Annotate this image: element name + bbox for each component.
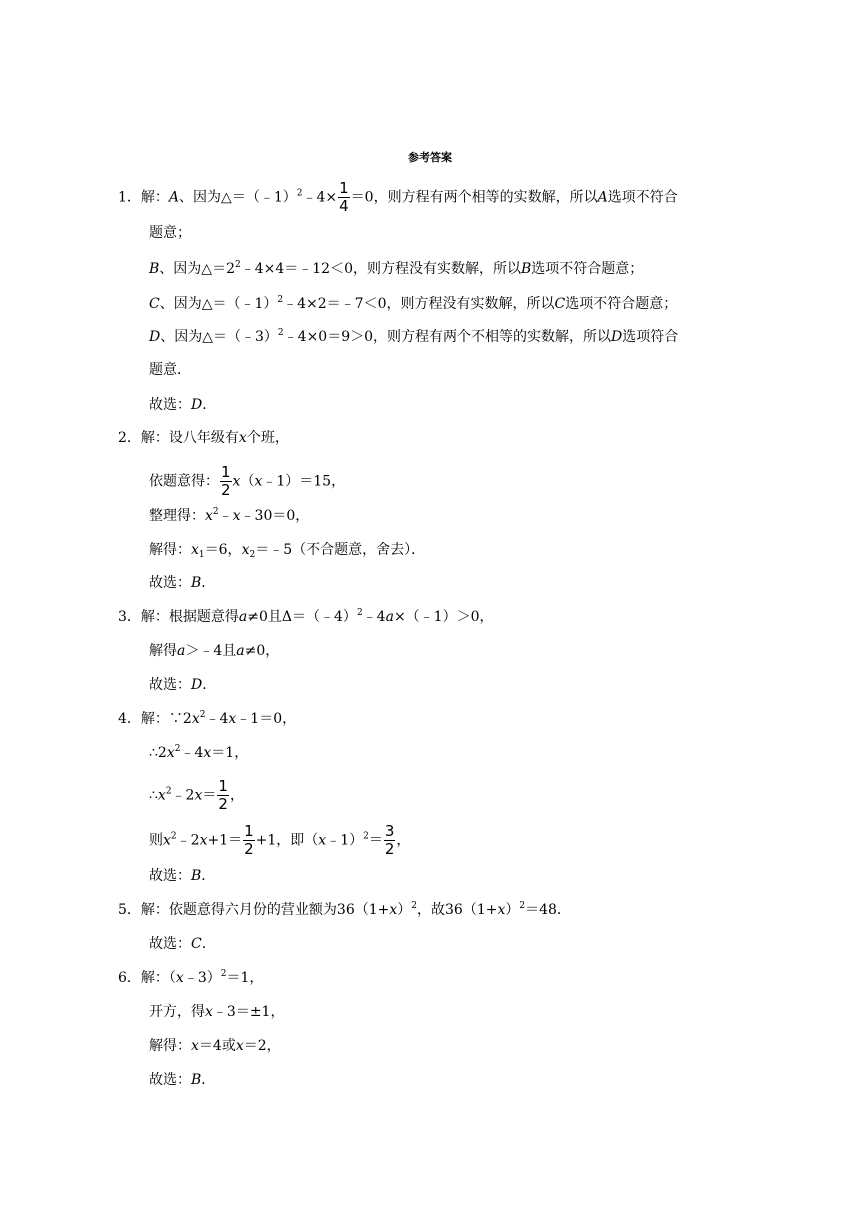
- page-title: 参考答案: [408, 151, 452, 164]
- var: A: [168, 189, 180, 206]
- text: ﹣3＝±1，: [212, 1004, 285, 1020]
- var: x: [175, 970, 184, 986]
- var: a: [385, 609, 394, 625]
- text: ﹣1）: [326, 832, 364, 849]
- var: A: [597, 189, 608, 206]
- text: ﹣4: [205, 711, 229, 727]
- denominator: 4: [339, 197, 349, 215]
- var: x: [205, 508, 213, 524]
- q1-number: 1．: [118, 189, 141, 206]
- q4-line-1: [118, 709, 296, 729]
- text: +1，即（: [255, 832, 319, 849]
- var: B: [520, 261, 532, 277]
- text: ﹣1＝0，: [236, 711, 297, 727]
- exponent: 2: [519, 901, 526, 911]
- text: 选项符合: [622, 329, 679, 345]
- exponent: 2: [296, 188, 303, 199]
- var: x: [157, 787, 166, 804]
- text: 选项不符合: [607, 189, 678, 206]
- subscript: 1: [198, 550, 205, 560]
- var: x: [497, 902, 506, 918]
- text: ）: [397, 902, 412, 918]
- var: x: [232, 508, 241, 524]
- text: 解：（: [140, 970, 176, 986]
- text: ＝: [202, 787, 217, 804]
- var: x: [238, 430, 247, 446]
- fraction: [220, 464, 232, 499]
- text: ．: [201, 868, 216, 884]
- var: x: [205, 1004, 213, 1020]
- text: ∴: [149, 787, 158, 804]
- text: 、因为△＝（﹣1）: [159, 296, 278, 312]
- q2-number: 2．: [118, 430, 141, 446]
- text: ﹣4×0＝9＞0，则方程有两个不相等的实数解，所以: [283, 329, 612, 345]
- text: 开方，得: [149, 1004, 205, 1020]
- var: x: [191, 542, 199, 558]
- fraction: [217, 778, 229, 813]
- q3-line-2: [149, 641, 279, 661]
- answer-letter: D: [191, 397, 203, 413]
- text: ．: [201, 936, 216, 952]
- var: x: [166, 745, 175, 761]
- text: 解：根据题意得: [140, 609, 239, 625]
- var: a: [177, 643, 186, 659]
- text: ．: [201, 1072, 216, 1088]
- denominator: 2: [218, 795, 228, 813]
- text: ．: [202, 397, 217, 413]
- text: ．: [202, 677, 217, 693]
- text: ×（﹣1）＞0，: [393, 609, 494, 625]
- fraction: [384, 823, 396, 858]
- answer-letter: C: [191, 936, 202, 952]
- text: ﹣4: [362, 609, 386, 625]
- q6-answer: [149, 1070, 215, 1090]
- text: ，: [396, 832, 411, 849]
- text: ≠0且Δ＝（﹣4）: [247, 609, 357, 625]
- var: x: [191, 1038, 199, 1054]
- text: 故选：: [149, 575, 191, 591]
- var: x: [389, 902, 398, 918]
- text: 解得: [149, 643, 177, 659]
- text: 整理得：: [149, 508, 205, 524]
- text: 个班，: [246, 430, 289, 446]
- text: 故选：: [149, 1072, 191, 1088]
- text: （: [240, 473, 255, 490]
- q4-line-4: [149, 823, 410, 858]
- text: ≠0，: [244, 643, 280, 659]
- q1-line-5: [149, 327, 678, 347]
- var: x: [163, 832, 171, 849]
- exponent: 2: [234, 260, 241, 270]
- var: D: [149, 329, 161, 345]
- var: x: [235, 1038, 244, 1054]
- q3-answer: [149, 675, 216, 695]
- var: a: [238, 609, 248, 625]
- var: x: [199, 832, 208, 849]
- q2-line-3: [149, 506, 309, 526]
- text: ∴2: [149, 745, 167, 761]
- text: ，故36（1+: [417, 902, 498, 918]
- exponent: 2: [220, 969, 227, 979]
- text: ﹣2: [176, 832, 200, 849]
- q1-line-3: [149, 259, 643, 279]
- text: ﹣: [218, 508, 233, 524]
- numerator: 1: [339, 179, 349, 197]
- text: ﹣1）＝15，: [262, 473, 346, 490]
- text: ﹣4×4＝﹣12＜0，则方程没有实数解，所以: [240, 261, 521, 277]
- fraction: [243, 823, 255, 858]
- text: ＝1，: [211, 745, 249, 761]
- q6-line-1: [118, 968, 263, 988]
- text: 故选：: [149, 397, 191, 413]
- q1-answer: [149, 395, 216, 415]
- text: 、因为△＝（﹣1）: [179, 189, 297, 206]
- q2-line-4: [149, 540, 425, 560]
- text: 选项不符合题意；: [531, 261, 644, 277]
- var: D: [611, 329, 623, 345]
- exponent: 2: [170, 831, 177, 842]
- q1-line-1: [118, 180, 678, 215]
- exponent: 2: [165, 786, 172, 797]
- text: 则: [149, 832, 163, 849]
- var: x: [203, 745, 212, 761]
- text: ．: [201, 575, 216, 591]
- text: ﹣2: [171, 787, 195, 804]
- text: ＝6，: [204, 542, 242, 558]
- q5-number: 5．: [118, 902, 141, 918]
- var: C: [554, 296, 566, 312]
- answer-letter: B: [191, 1072, 202, 1088]
- text: ﹣3）: [183, 970, 221, 986]
- numerator: 1: [221, 463, 231, 481]
- denominator: 2: [384, 840, 395, 858]
- fraction: [338, 180, 350, 215]
- q3-number: 3．: [118, 609, 141, 625]
- text: ＝48．: [525, 902, 571, 918]
- text: +1＝: [207, 832, 243, 849]
- var: x: [241, 542, 250, 558]
- q2-line-1: [118, 428, 289, 448]
- text: ，: [229, 787, 244, 804]
- text: ＞﹣4且: [185, 643, 237, 659]
- subscript: 2: [249, 550, 256, 560]
- answer-letter: D: [191, 677, 203, 693]
- var: x: [191, 711, 200, 727]
- q5-line-1: [118, 900, 571, 920]
- text: ＝1，: [226, 970, 264, 986]
- q6-number: 6．: [118, 970, 141, 986]
- text: ﹣4: [180, 745, 204, 761]
- text: ＝4或: [198, 1038, 236, 1054]
- text: ＝﹣5（不合题意，舍去）．: [255, 542, 426, 558]
- text: 故选：: [149, 677, 191, 693]
- text: 解：∵2: [140, 711, 192, 727]
- q4-line-3: [149, 778, 244, 813]
- exponent: 2: [212, 507, 219, 517]
- q6-line-2: [149, 1002, 284, 1022]
- q3-line-1: [118, 607, 494, 627]
- var: x: [228, 711, 237, 727]
- exponent: 2: [363, 831, 369, 842]
- text: ）: [505, 902, 520, 918]
- var: B: [149, 261, 160, 277]
- q2-answer: [149, 573, 215, 593]
- answer-letter: B: [191, 575, 202, 591]
- numerator: 3: [384, 822, 395, 840]
- text: 解得：: [149, 542, 191, 558]
- text: 故选：: [149, 936, 191, 952]
- text: ﹣4×: [302, 189, 338, 206]
- text: ＝0，则方程有两个相等的实数解，所以: [350, 189, 598, 206]
- var: x: [194, 787, 203, 804]
- q6-line-3: [149, 1036, 281, 1056]
- exponent: 2: [356, 608, 363, 618]
- text: ＝: [368, 832, 383, 849]
- exponent: 2: [174, 744, 181, 754]
- text: ﹣30＝0，: [240, 508, 310, 524]
- q4-number: 4．: [118, 711, 141, 727]
- text: ﹣4×2＝﹣7＜0，则方程没有实数解，所以: [283, 296, 555, 312]
- q1-line-6: 题意．: [149, 362, 191, 378]
- exponent: 2: [411, 901, 418, 911]
- numerator: 1: [218, 777, 228, 795]
- exponent: 2: [199, 710, 206, 720]
- q4-answer: [149, 866, 215, 886]
- numerator: 1: [244, 822, 254, 840]
- text: 解：: [140, 189, 169, 206]
- q5-answer: [149, 934, 216, 954]
- q1-line-2: 题意；: [149, 225, 191, 241]
- text: 解：设八年级有: [140, 430, 239, 446]
- q1-line-4: [149, 294, 677, 314]
- q4-line-2: [149, 743, 248, 763]
- text: 、因为△＝（﹣3）: [160, 329, 278, 345]
- var: a: [236, 643, 245, 659]
- text: 、因为△＝2: [159, 261, 235, 277]
- text: 依题意得：: [149, 473, 219, 490]
- q2-line-2: [149, 464, 345, 499]
- var: C: [149, 296, 160, 312]
- denominator: 2: [221, 481, 231, 499]
- text: 解：依题意得六月份的营业额为36（1+: [140, 902, 390, 918]
- var: x: [254, 473, 263, 490]
- answer-letter: B: [191, 868, 202, 884]
- denominator: 2: [244, 840, 254, 858]
- text: 故选：: [149, 868, 191, 884]
- exponent: 2: [277, 328, 284, 338]
- exponent: 2: [277, 295, 284, 305]
- text: 解得：: [149, 1038, 191, 1054]
- text: 选项不符合题意；: [565, 296, 678, 312]
- var: x: [318, 832, 327, 849]
- text: ＝2，: [243, 1038, 281, 1054]
- var: x: [232, 473, 241, 490]
